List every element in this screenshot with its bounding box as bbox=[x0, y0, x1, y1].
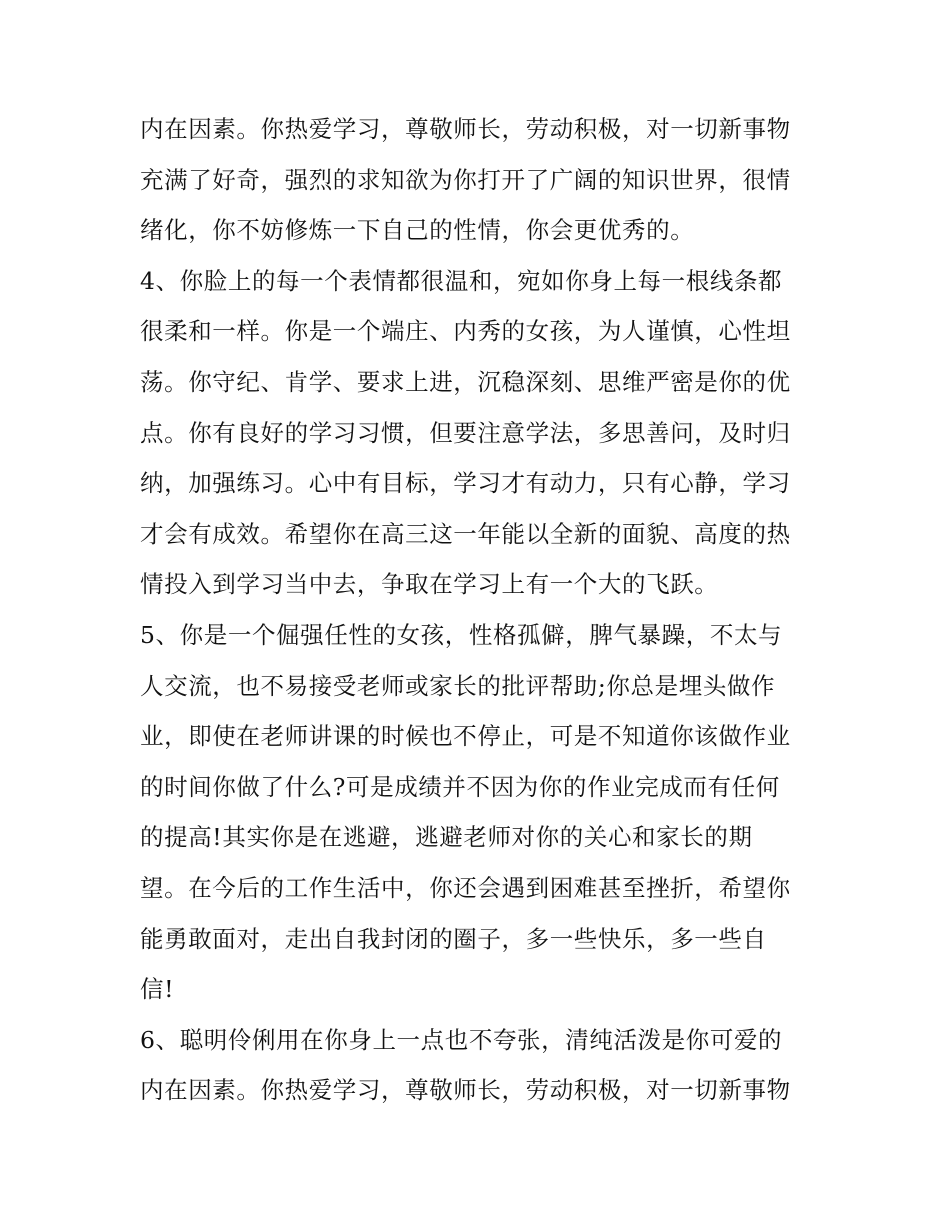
text-line: 情投入到学习当中去，争取在学习上有一个大的飞跃。 bbox=[140, 570, 719, 599]
text-line: 荡。你守纪、肯学、要求上进，沉稳深刻、思维严密是你的优 bbox=[140, 367, 791, 396]
body-text bbox=[140, 104, 820, 1116]
text-line: 人交流，也不易接受老师或家长的批评帮助;你总是埋头做作 bbox=[140, 671, 776, 700]
text-line: 内在因素。你热爱学习，尊敬师长，劳动积极，对一切新事物 bbox=[140, 115, 791, 143]
text-line: 业，即使在老师讲课的时候也不停止，可是不知道你该做作业 bbox=[140, 722, 791, 751]
text-line: 的时间你做了什么?可是成绩并不因为你的作业完成而有任何 bbox=[140, 772, 780, 801]
text-line: 才会有成效。希望你在高三这一年能以全新的面貌、高度的热 bbox=[140, 519, 791, 548]
text-line: 充满了好奇，强烈的求知欲为你打开了广阔的知识世界，很情 bbox=[140, 165, 791, 194]
text-line: 信! bbox=[140, 975, 175, 1004]
text-line: 4、你脸上的每一个表情都很温和，宛如你身上每一根线条都 bbox=[140, 266, 783, 295]
text-line: 的提高!其实你是在逃避，逃避老师对你的关心和家长的期 bbox=[140, 823, 753, 852]
text-line: 望。在今后的工作生活中，你还会遇到困难甚至挫折，希望你 bbox=[140, 873, 791, 902]
text-line: 内在因素。你热爱学习，尊敬师长，劳动积极，对一切新事物 bbox=[140, 1076, 791, 1105]
text-line: 5、你是一个倔强任性的女孩，性格孤僻，脾气暴躁，不太与 bbox=[140, 620, 783, 649]
text-line: 点。你有良好的学习习惯，但要注意学法，多思善问，及时归 bbox=[140, 418, 791, 447]
text-line: 绪化，你不妨修炼一下自己的性情，你会更优秀的。 bbox=[140, 216, 695, 245]
text-line: 能勇敢面对，走出自我封闭的圈子，多一些快乐，多一些自 bbox=[140, 924, 767, 953]
text-line: 6、聪明伶俐用在你身上一点也不夸张，清纯活泼是你可爱的 bbox=[140, 1025, 783, 1054]
text-line: 很柔和一样。你是一个端庄、内秀的女孩，为人谨慎，心性坦 bbox=[140, 317, 791, 346]
text-line: 纳，加强练习。心中有目标，学习才有动力，只有心静，学习 bbox=[140, 469, 791, 498]
